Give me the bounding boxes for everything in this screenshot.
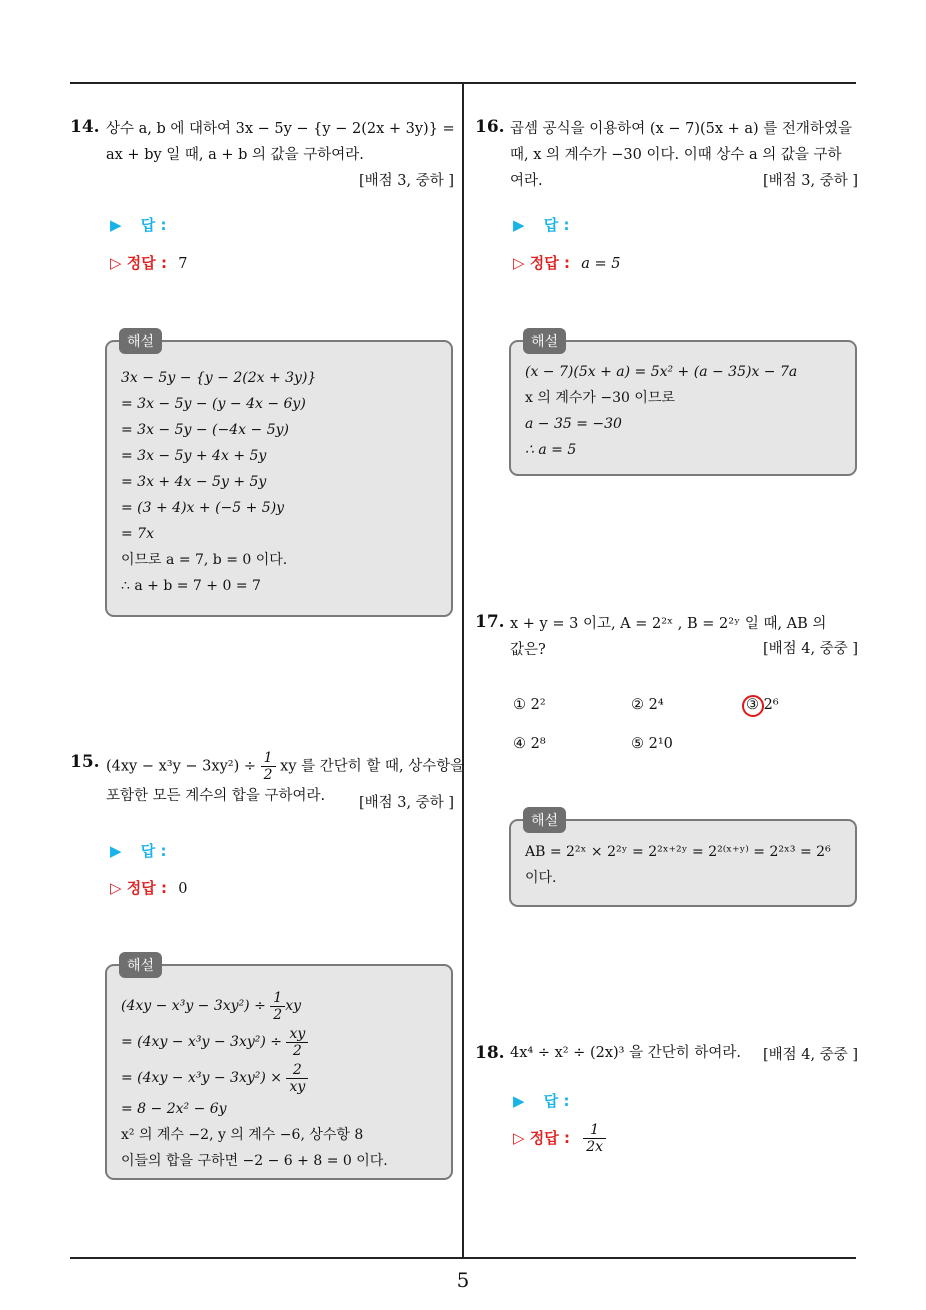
question-text: 4x⁴ ÷ x² ÷ (2x)³ 을 간단히 하여라. [510,1045,741,1061]
explanation-lines: (x − 7)(5x + a) = 5x² + (a − 35)x − 7a x 의 계수가 −30 이므로 a − 35 = −30 ∴ a = 5 [525,364,798,458]
triangle-open-icon: ▷ [513,1129,525,1147]
correct-answer-row [110,252,187,273]
question-number: 15. [70,752,100,772]
explanation-box [105,958,453,1180]
triangle-open-icon: ▷ [513,254,525,272]
explanation-tag: 해설 [119,952,162,978]
question-number: 18. [475,1043,505,1063]
question-text: 곱셈 공식을 이용하여 (x − 7)(5x + a) 를 전개하였을 때, x 의 계수가 −30 이다. 이때 상수 a 의 값을 구하 여라. [510,121,852,189]
score-label: [배점 4, 중중 ] [762,641,858,657]
correct-answer-label: 정답 : [529,254,570,272]
triangle-open-icon: ▷ [110,254,122,272]
explanation-line: 이들의 합을 구하면 −2 − 6 + 8 = 0 이다. [121,1153,388,1169]
fraction: $\frac{2}{xy}$ [286,1062,308,1095]
answer-label: 답 : [543,216,570,234]
explanation-lines: AB = 2²ˣ × 2²ʸ = 2²ˣ⁺²ʸ = 2²⁽ˣ⁺ʸ⁾ = 2²ˣ³ = 2⁶ 이다. [525,844,831,886]
page-number: 5 [456,1268,470,1292]
question-number: 17. [475,612,505,632]
choice-3[interactable]: ③ 2⁶ [746,697,779,713]
answer-row [110,840,167,861]
question-text: (4xy − x³y − 3xy²) ÷ $\frac{1}{2}$ xy 를 간단히 할 때, 상수항을 포함한 모든 계수의 합을 구하여라. [106,750,465,804]
answer-label: 답 : [543,1092,570,1110]
answer-row [110,214,167,235]
choice-5[interactable]: ⑤ 2¹0 [631,736,673,752]
answer-row [513,1090,570,1111]
explanation-line: = (4xy − x³y − 3xy²) × $\frac{2}{xy}$ [121,1060,388,1096]
choice-2[interactable]: ② 2⁴ [631,697,664,713]
explanation-lines: 3x − 5y − {y − 2(2x + 3y)} = 3x − 5y − (y − 4x − 6y) = 3x − 5y − (−4x − 5y) = 3x − 5y + 4x + 5y = 3x + 4x − 5y + 5y = (3 + 4)x + (−5 + 5)y = 7x 이므로 a = 7, b = 0 이다. ∴ a + b = 7 + 0 = 7 [121,370,317,594]
triangle-solid-icon: ▶ [110,216,122,234]
question-number: 16. [475,117,505,137]
fraction: $\frac{xy}{2}$ [286,1026,308,1059]
triangle-solid-icon: ▶ [110,842,122,860]
score-label: [배점 3, 중하 ] [762,173,858,189]
correct-answer-value: a = 5 [581,256,621,272]
correct-answer-label: 정답 : [126,879,167,897]
explanation-line: (4xy − x³y − 3xy²) ÷ $\frac{1}{2}$ xy [121,989,302,1023]
question-number: 14. [70,117,100,137]
explanation-lines [121,988,388,1174]
correct-circle-icon [742,695,764,717]
explanation-line: = 8 − 2x² − 6y [121,1101,227,1117]
score-label: [배점 3, 중하 ] [358,173,454,189]
explanation-box [509,334,857,476]
fraction: $\frac{1}{2}$ [270,990,285,1023]
correct-answer-value: 0 [178,881,188,897]
explanation-tag: 해설 [523,807,566,833]
triangle-solid-icon: ▶ [513,1092,525,1110]
answer-label: 답 : [140,216,167,234]
correct-answer-row [513,252,620,273]
explanation-box [105,334,453,617]
fraction: $\frac{1}{2}$ [261,750,276,783]
column-divider [462,82,464,1258]
correct-answer-value: 7 [178,256,188,272]
triangle-solid-icon: ▶ [513,216,525,234]
score-label: [배점 3, 중하 ] [358,795,454,811]
answer-label: 답 : [140,842,167,860]
choice-1[interactable]: ① 2² [513,697,546,713]
triangle-open-icon: ▷ [110,879,122,897]
score-label: [배점 4, 중중 ] [762,1047,858,1063]
explanation-box [509,813,857,907]
question-text: x + y = 3 이고, A = 2²ˣ , B = 2²ʸ 일 때, AB 의 값은? [510,616,827,658]
correct-answer-row [110,877,187,898]
explanation-tag: 해설 [119,328,162,354]
question-text: 상수 a, b 에 대하여 3x − 5y − {y − 2(2x + 3y)} = ax + by 일 때, a + b 의 값을 구하여라. [106,121,455,163]
explanation-tag: 해설 [523,328,566,354]
correct-answer-row [513,1122,606,1155]
explanation-line: x² 의 계수 −2, y 의 계수 −6, 상수항 8 [121,1127,364,1143]
explanation-line: = (4xy − x³y − 3xy²) ÷ $\frac{xy}{2}$ [121,1024,388,1060]
answer-row [513,214,570,235]
correct-answer-label: 정답 : [529,1129,570,1147]
correct-answer-fraction: $\frac{1}{2x}$ [583,1122,606,1155]
correct-answer-label: 정답 : [126,254,167,272]
choice-4[interactable]: ④ 2⁸ [513,736,546,752]
